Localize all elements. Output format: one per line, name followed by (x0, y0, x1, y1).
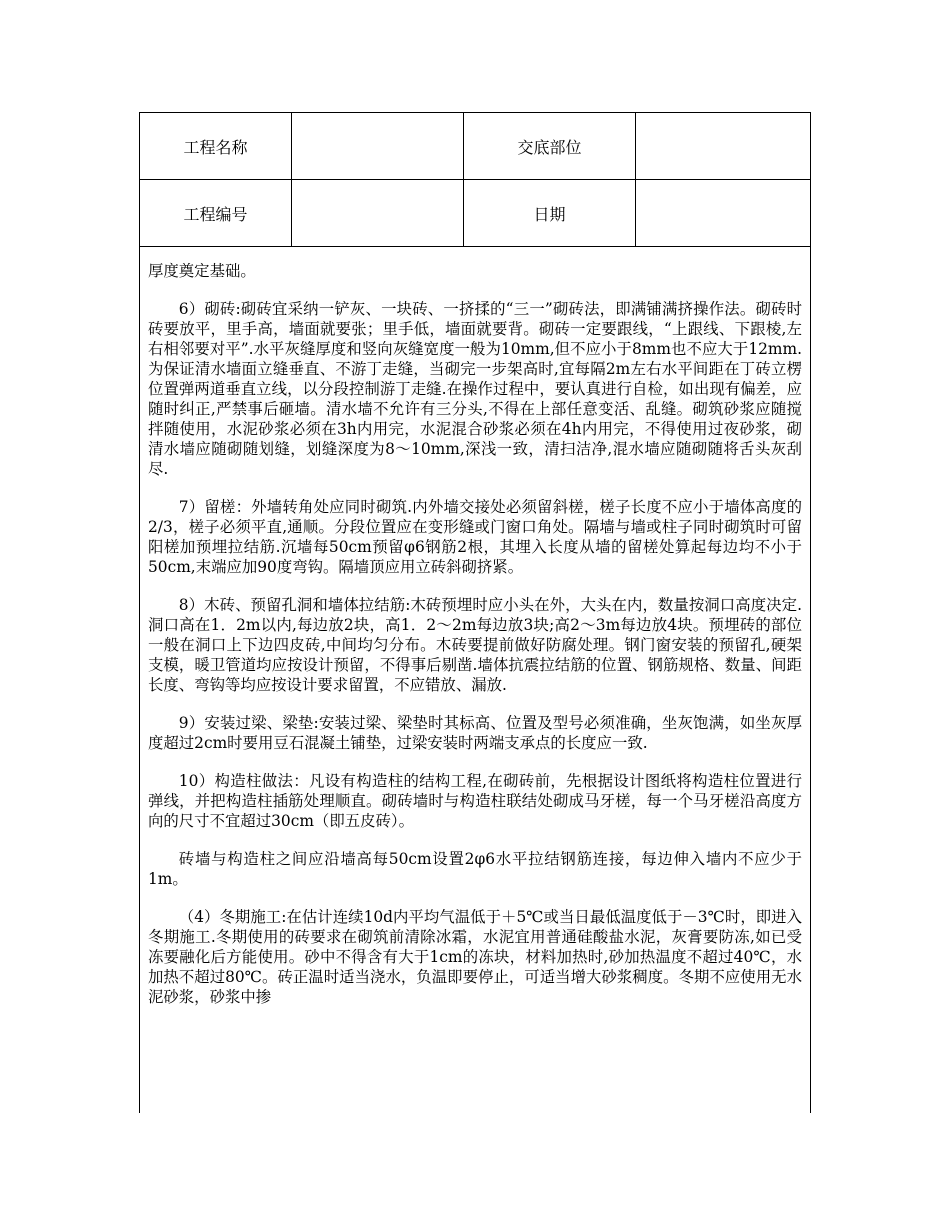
project-no-label: 工程编号 (140, 180, 292, 247)
paragraph-bricklaying: 6）砌砖:砌砖宜采纳一铲灰、一块砖、一挤揉的“三一”砌砖法，即满铺满挤操作法。砌砖时砖要放平，里手高，墙面就要张；里手低，墙面就要背。砌砖一定要跟线，“上跟线、下跟棱,左右相邻要对平”.水平灰缝厚度和竖向灰缝宽度一般为10mm,但不应小于8mm也不应大于12mm.为保证清水墙面立缝垂直、不游丁走缝，当砌完一步架高时,宜每隔2m左右水平间距在丁砖立楞位置弹两道垂直立线，以分段控制游丁走缝.在操作过程中，要认真进行自检，如出现有偏差，应随时纠正,严禁事后砸墙。清水墙不允许有三分头,不得在上部任意变活、乱缝。砌筑砂浆应随搅拌随使用，水泥砂浆必须在3h内用完，水泥混合砂浆必须在4h内用完，不得使用过夜砂浆，砌清水墙应随砌随划缝，划缝深度为8～10mm,深浅一致，清扫洁净,混水墙应随砌随将舌头灰刮尽. (148, 300, 802, 478)
paragraph-tie-bars: 砖墙与构造柱之间应沿墙高每50cm设置2φ6水平拉结钢筋连接，每边伸入墙内不应少于1m。 (148, 850, 802, 888)
project-no-value (292, 180, 464, 247)
paragraph-wood-bricks: 8）木砖、预留孔洞和墙体拉结筋:木砖预埋时应小头在外，大头在内，数量按洞口高度决定.洞口高在1．2m以内,每边放2块，高1．2～2m每边放3块;高2～3m每边放4块。预埋砖的部位一般在洞口上下边四皮砖,中间均匀分布。木砖要提前做好防腐处理。钢门窗安装的预留孔,硬架支模，暖卫管道均应按设计预留，不得事后剔凿.墙体抗震拉结筋的位置、钢筋规格、数量、间距长度、弯钩等均应按设计要求留置，不应错放、漏放. (148, 596, 802, 694)
project-name-value (292, 113, 464, 180)
paragraph-continuation: 厚度奠定基础。 (148, 262, 256, 280)
paragraph-toothing: 7）留槎：外墙转角处应同时砌筑.内外墙交接处必须留斜槎，槎子长度不应小于墙体高度的2/3，槎子必须平直,通顺。分段位置应在变形缝或门窗口角处。隔墙与墙或柱子同时砌筑时可留阳槎加预埋拉结筋.沉墙每50cm预留φ6钢筋2根，其埋入长度从墙的留槎处算起每边均不小于50cm,末端应加90度弯钩。隔墙顶应用立砖斜砌挤紧。 (148, 498, 802, 576)
header-row-1 (140, 113, 812, 180)
header-table (139, 112, 811, 247)
technical-handover-sheet (139, 112, 811, 1113)
handover-part-label: 交底部位 (464, 113, 636, 180)
paragraph-winter-construction: （4）冬期施工:在估计连续10d内平均气温低于＋5℃或当日最低温度低于－3℃时，即进入冬期施工.冬期使用的砖要求在砌筑前清除冰霜，水泥宜用普通硅酸盐水泥，灰膏要防冻,如已受冻要融化后方能使用。砂中不得含有大于1cm的冻块，材料加热时,砂加热温度不超过40℃，水加热不超过80℃。砖正温时适当浇水，负温即要停止，可适当增大砂浆稠度。冬期不应使用无水泥砂浆，砂浆中掺 (148, 908, 802, 1006)
project-name-label: 工程名称 (140, 113, 292, 180)
paragraph-structural-columns: 10）构造柱做法：凡设有构造柱的结构工程,在砌砖前，先根据设计图纸将构造柱位置进行弹线，并把构造柱插筋处理顺直。砌砖墙时与构造柱联结处砌成马牙槎，每一个马牙槎沿高度方向的尺寸不宜超过30cm（即五皮砖）。 (148, 772, 802, 830)
handover-part-value (636, 113, 812, 180)
handover-content (140, 245, 810, 1007)
header-row-2 (140, 180, 812, 247)
date-label: 日期 (464, 180, 636, 247)
paragraph-lintels: 9）安装过梁、梁垫:安装过梁、梁垫时其标高、位置及型号必须准确，坐灰饱满，如坐灰厚度超过2cm时要用豆石混凝土铺垫，过梁安装时两端支承点的长度应一致. (148, 714, 802, 752)
date-value (636, 180, 812, 247)
